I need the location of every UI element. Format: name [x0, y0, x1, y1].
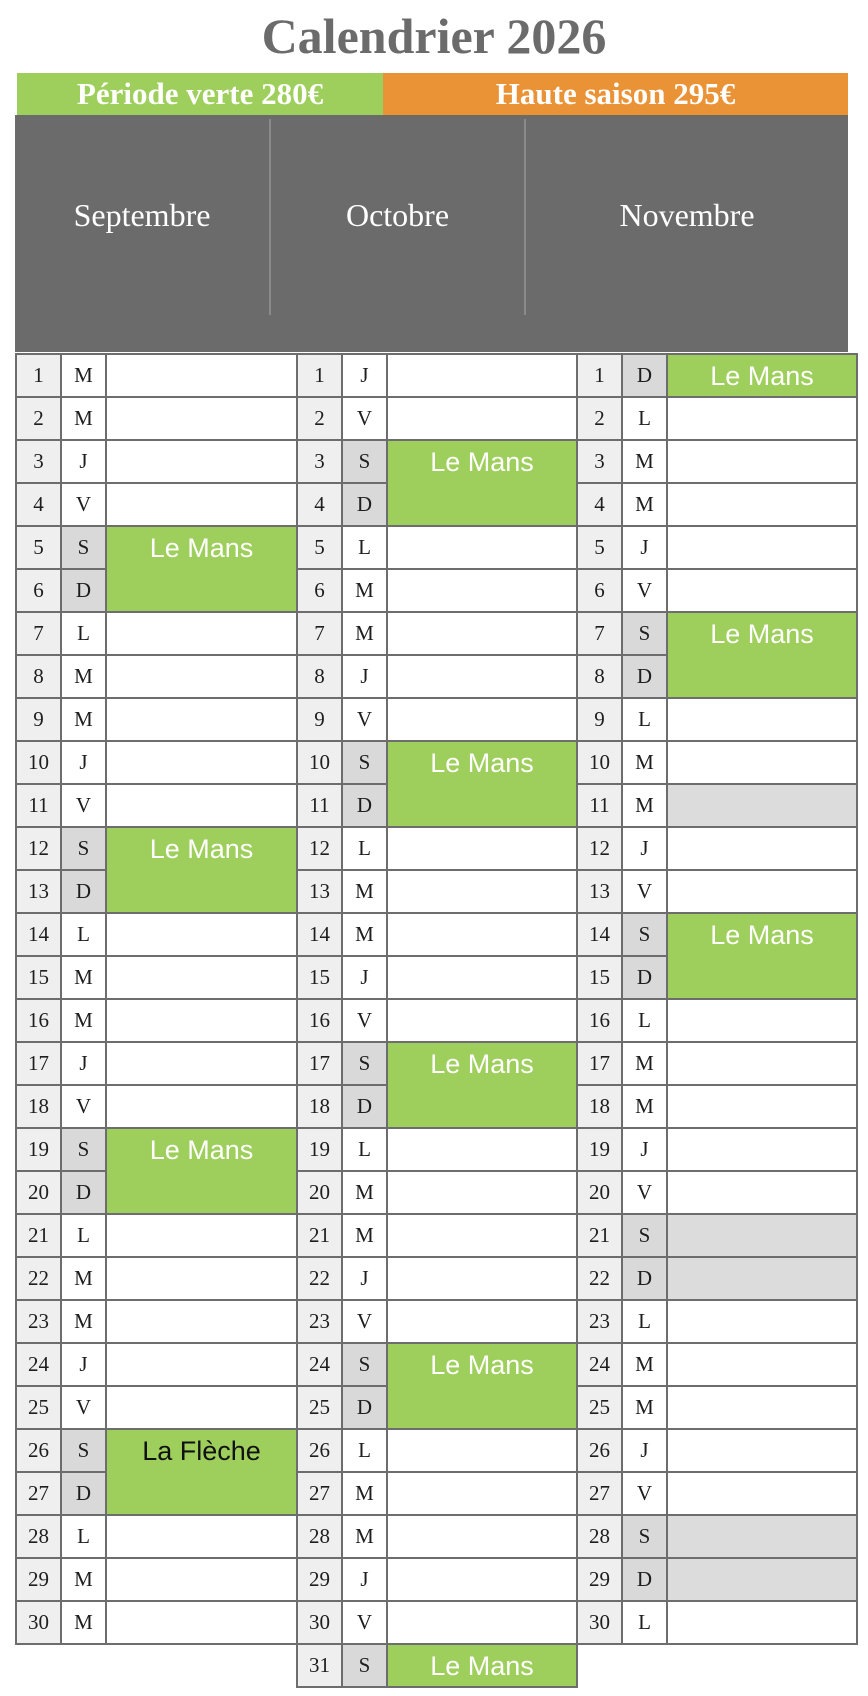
day-of-week-september: M — [60, 353, 107, 398]
day-of-week-november: L — [621, 396, 668, 441]
day-number-october: 24 — [296, 1342, 343, 1387]
day-number-september: 12 — [15, 826, 62, 871]
day-number-october: 28 — [296, 1514, 343, 1559]
day-number-october: 22 — [296, 1256, 343, 1301]
day-number-november: 4 — [576, 482, 623, 527]
day-number-september: 9 — [15, 697, 62, 742]
event-cell-empty[interactable] — [105, 697, 298, 742]
day-of-week-september: S — [60, 826, 107, 871]
event-cell-november[interactable] — [666, 1514, 858, 1559]
day-of-week-september: D — [60, 869, 107, 914]
event-cell-empty[interactable] — [666, 1170, 858, 1215]
day-number-november: 6 — [576, 568, 623, 613]
day-number-november: 23 — [576, 1299, 623, 1344]
event-cell-empty[interactable] — [386, 611, 578, 656]
event-cell-september[interactable]: Le Mans — [105, 1127, 298, 1215]
day-of-week-october: M — [341, 912, 388, 957]
day-number-september: 5 — [15, 525, 62, 570]
event-cell-empty[interactable] — [105, 1213, 298, 1258]
day-number-november: 5 — [576, 525, 623, 570]
day-number-september: 19 — [15, 1127, 62, 1172]
day-number-september: 15 — [15, 955, 62, 1000]
day-of-week-september: S — [60, 1127, 107, 1172]
day-of-week-november: D — [621, 955, 668, 1000]
day-number-november: 21 — [576, 1213, 623, 1258]
event-cell-empty[interactable] — [386, 912, 578, 957]
event-cell-empty[interactable] — [105, 1385, 298, 1430]
day-number-september: 3 — [15, 439, 62, 484]
day-of-week-october: V — [341, 1299, 388, 1344]
event-cell-empty[interactable] — [666, 1471, 858, 1516]
day-number-october: 2 — [296, 396, 343, 441]
day-number-october: 29 — [296, 1557, 343, 1602]
day-number-november: 10 — [576, 740, 623, 785]
event-cell-empty[interactable] — [666, 482, 858, 527]
event-cell-empty[interactable] — [386, 1256, 578, 1301]
day-number-november: 11 — [576, 783, 623, 828]
day-of-week-september: J — [60, 740, 107, 785]
event-cell-empty[interactable] — [666, 568, 858, 613]
day-of-week-october: J — [341, 654, 388, 699]
day-of-week-november: V — [621, 1471, 668, 1516]
event-cell-october[interactable]: Le Mans — [386, 1342, 578, 1430]
day-number-november: 28 — [576, 1514, 623, 1559]
day-of-week-september: S — [60, 525, 107, 570]
day-number-september: 28 — [15, 1514, 62, 1559]
day-number-october: 23 — [296, 1299, 343, 1344]
day-number-october: 25 — [296, 1385, 343, 1430]
day-of-week-november: D — [621, 1256, 668, 1301]
day-of-week-november: M — [621, 1342, 668, 1387]
day-number-october: 17 — [296, 1041, 343, 1086]
day-of-week-november: V — [621, 869, 668, 914]
day-of-week-september: D — [60, 1471, 107, 1516]
day-number-october: 21 — [296, 1213, 343, 1258]
event-cell-empty[interactable] — [105, 353, 298, 398]
day-number-september: 18 — [15, 1084, 62, 1129]
day-of-week-september: M — [60, 998, 107, 1043]
day-of-week-october: L — [341, 525, 388, 570]
event-cell-november[interactable] — [666, 1256, 858, 1301]
event-cell-empty[interactable] — [666, 1041, 858, 1086]
day-number-november: 13 — [576, 869, 623, 914]
event-cell-empty[interactable] — [666, 697, 858, 742]
event-cell-empty[interactable] — [666, 1342, 858, 1387]
event-cell-october[interactable]: Le Mans — [386, 1041, 578, 1129]
day-of-week-november: S — [621, 611, 668, 656]
event-cell-empty[interactable] — [105, 1299, 298, 1344]
event-cell-empty[interactable] — [666, 1428, 858, 1473]
day-of-week-october: L — [341, 1127, 388, 1172]
day-of-week-october: J — [341, 1256, 388, 1301]
event-cell-empty[interactable] — [105, 1514, 298, 1559]
day-number-november: 27 — [576, 1471, 623, 1516]
day-of-week-october: L — [341, 1428, 388, 1473]
event-cell-empty[interactable] — [386, 1127, 578, 1172]
day-of-week-october: M — [341, 1170, 388, 1215]
event-cell-empty[interactable] — [105, 439, 298, 484]
day-of-week-october: M — [341, 1471, 388, 1516]
day-number-september: 7 — [15, 611, 62, 656]
day-of-week-november: J — [621, 1428, 668, 1473]
event-cell-november[interactable] — [666, 1213, 858, 1258]
month-header-october: Octobre — [345, 197, 450, 233]
day-number-september: 26 — [15, 1428, 62, 1473]
event-cell-empty[interactable] — [386, 1299, 578, 1344]
event-cell-empty[interactable] — [105, 1342, 298, 1387]
day-of-week-november: D — [621, 1557, 668, 1602]
day-number-september: 13 — [15, 869, 62, 914]
page-title: Calendrier 2026 — [261, 8, 607, 64]
day-number-november: 1 — [576, 353, 623, 398]
day-number-september: 23 — [15, 1299, 62, 1344]
day-number-november: 3 — [576, 439, 623, 484]
day-number-november: 14 — [576, 912, 623, 957]
day-number-october: 14 — [296, 912, 343, 957]
day-number-november: 16 — [576, 998, 623, 1043]
day-of-week-october: V — [341, 998, 388, 1043]
event-cell-empty[interactable] — [105, 611, 298, 656]
event-cell-november[interactable] — [666, 1557, 858, 1602]
event-cell-empty[interactable] — [105, 1084, 298, 1129]
event-cell-empty[interactable] — [386, 869, 578, 914]
event-cell-empty[interactable] — [386, 1557, 578, 1602]
day-of-week-october: V — [341, 1600, 388, 1645]
day-number-november: 7 — [576, 611, 623, 656]
day-number-october: 31 — [296, 1643, 343, 1688]
day-of-week-october: D — [341, 783, 388, 828]
event-cell-empty[interactable] — [666, 1299, 858, 1344]
day-of-week-october: M — [341, 568, 388, 613]
day-number-october: 20 — [296, 1170, 343, 1215]
day-of-week-october: D — [341, 482, 388, 527]
day-of-week-september: L — [60, 912, 107, 957]
day-number-october: 6 — [296, 568, 343, 613]
day-of-week-september: L — [60, 1213, 107, 1258]
day-of-week-october: S — [341, 439, 388, 484]
day-of-week-november: M — [621, 1041, 668, 1086]
day-of-week-september: M — [60, 1557, 107, 1602]
day-of-week-november: M — [621, 439, 668, 484]
day-number-november: 19 — [576, 1127, 623, 1172]
day-of-week-november: V — [621, 1170, 668, 1215]
day-number-november: 29 — [576, 1557, 623, 1602]
day-number-october: 5 — [296, 525, 343, 570]
day-of-week-november: J — [621, 826, 668, 871]
day-number-september: 4 — [15, 482, 62, 527]
day-of-week-november: M — [621, 783, 668, 828]
day-of-week-september: M — [60, 396, 107, 441]
day-number-october: 1 — [296, 353, 343, 398]
event-cell-empty[interactable] — [105, 998, 298, 1043]
event-cell-empty[interactable] — [386, 1428, 578, 1473]
event-cell-october[interactable]: Le Mans — [386, 439, 578, 527]
day-number-september: 6 — [15, 568, 62, 613]
event-cell-empty[interactable] — [386, 998, 578, 1043]
day-number-october: 18 — [296, 1084, 343, 1129]
day-number-october: 8 — [296, 654, 343, 699]
day-number-october: 16 — [296, 998, 343, 1043]
event-cell-empty[interactable] — [666, 525, 858, 570]
day-of-week-october: S — [341, 1342, 388, 1387]
day-of-week-november: S — [621, 912, 668, 957]
day-of-week-september: L — [60, 611, 107, 656]
day-of-week-november: V — [621, 568, 668, 613]
day-of-week-november: L — [621, 998, 668, 1043]
event-cell-empty[interactable] — [105, 783, 298, 828]
event-cell-empty[interactable] — [386, 697, 578, 742]
event-cell-empty[interactable] — [386, 1514, 578, 1559]
day-of-week-october: M — [341, 611, 388, 656]
day-of-week-november: S — [621, 1213, 668, 1258]
day-of-week-november: M — [621, 1385, 668, 1430]
day-number-october: 13 — [296, 869, 343, 914]
event-cell-empty[interactable] — [666, 998, 858, 1043]
day-of-week-november: L — [621, 1600, 668, 1645]
day-of-week-october: S — [341, 740, 388, 785]
day-number-october: 4 — [296, 482, 343, 527]
day-number-september: 14 — [15, 912, 62, 957]
day-of-week-november: J — [621, 1127, 668, 1172]
day-number-november: 30 — [576, 1600, 623, 1645]
day-number-october: 30 — [296, 1600, 343, 1645]
month-header-november: Novembre — [619, 197, 755, 233]
day-number-november: 17 — [576, 1041, 623, 1086]
day-number-november: 25 — [576, 1385, 623, 1430]
day-of-week-november: D — [621, 654, 668, 699]
event-cell-empty[interactable] — [666, 1084, 858, 1129]
day-number-september: 17 — [15, 1041, 62, 1086]
day-of-week-november: M — [621, 482, 668, 527]
day-of-week-october: M — [341, 1514, 388, 1559]
event-cell-empty[interactable] — [386, 353, 578, 398]
day-of-week-october: S — [341, 1643, 388, 1688]
day-of-week-september: J — [60, 1041, 107, 1086]
day-number-october: 11 — [296, 783, 343, 828]
day-number-september: 29 — [15, 1557, 62, 1602]
day-of-week-october: L — [341, 826, 388, 871]
event-cell-empty[interactable] — [386, 525, 578, 570]
event-cell-empty[interactable] — [105, 912, 298, 957]
day-number-november: 22 — [576, 1256, 623, 1301]
day-number-september: 30 — [15, 1600, 62, 1645]
event-cell-september[interactable]: Le Mans — [105, 826, 298, 914]
day-number-october: 15 — [296, 955, 343, 1000]
day-number-october: 26 — [296, 1428, 343, 1473]
event-cell-empty[interactable] — [105, 482, 298, 527]
day-of-week-september: M — [60, 697, 107, 742]
high-season-band: Haute saison 295€ — [383, 73, 848, 115]
event-cell-empty[interactable] — [105, 654, 298, 699]
event-cell-empty[interactable] — [666, 1385, 858, 1430]
day-number-november: 2 — [576, 396, 623, 441]
day-number-november: 24 — [576, 1342, 623, 1387]
day-of-week-october: D — [341, 1385, 388, 1430]
event-cell-empty[interactable] — [666, 439, 858, 484]
day-number-september: 1 — [15, 353, 62, 398]
event-cell-empty[interactable] — [386, 955, 578, 1000]
day-of-week-november: L — [621, 697, 668, 742]
day-number-november: 8 — [576, 654, 623, 699]
event-cell-empty[interactable] — [105, 740, 298, 785]
day-of-week-october: M — [341, 869, 388, 914]
day-of-week-september: V — [60, 1385, 107, 1430]
event-cell-november[interactable] — [666, 783, 858, 828]
event-cell-empty[interactable] — [105, 955, 298, 1000]
event-cell-september[interactable]: Le Mans — [105, 525, 298, 613]
day-number-september: 27 — [15, 1471, 62, 1516]
event-cell-empty[interactable] — [666, 1127, 858, 1172]
event-cell-november[interactable]: Le Mans — [666, 353, 858, 398]
event-cell-empty[interactable] — [105, 1600, 298, 1645]
day-number-october: 9 — [296, 697, 343, 742]
day-of-week-september: M — [60, 654, 107, 699]
day-of-week-september: V — [60, 1084, 107, 1129]
day-number-november: 20 — [576, 1170, 623, 1215]
day-number-november: 26 — [576, 1428, 623, 1473]
day-number-september: 11 — [15, 783, 62, 828]
day-number-october: 7 — [296, 611, 343, 656]
day-number-october: 12 — [296, 826, 343, 871]
day-of-week-september: M — [60, 1299, 107, 1344]
day-number-october: 19 — [296, 1127, 343, 1172]
day-of-week-september: D — [60, 568, 107, 613]
event-cell-empty[interactable] — [386, 568, 578, 613]
day-number-september: 16 — [15, 998, 62, 1043]
event-cell-empty[interactable] — [666, 740, 858, 785]
day-number-november: 9 — [576, 697, 623, 742]
event-cell-empty[interactable] — [666, 869, 858, 914]
day-number-november: 12 — [576, 826, 623, 871]
day-number-september: 22 — [15, 1256, 62, 1301]
event-cell-empty[interactable] — [666, 1600, 858, 1645]
day-number-september: 2 — [15, 396, 62, 441]
day-of-week-september: V — [60, 783, 107, 828]
day-of-week-september: J — [60, 1342, 107, 1387]
day-of-week-november: M — [621, 740, 668, 785]
day-number-october: 27 — [296, 1471, 343, 1516]
day-of-week-october: S — [341, 1041, 388, 1086]
event-cell-empty[interactable] — [105, 1256, 298, 1301]
day-number-november: 18 — [576, 1084, 623, 1129]
event-cell-empty[interactable] — [105, 1041, 298, 1086]
day-number-october: 3 — [296, 439, 343, 484]
event-cell-empty[interactable] — [386, 1600, 578, 1645]
event-cell-empty[interactable] — [386, 1471, 578, 1516]
day-of-week-september: M — [60, 1600, 107, 1645]
event-cell-empty[interactable] — [386, 826, 578, 871]
event-cell-empty[interactable] — [386, 1213, 578, 1258]
event-cell-october[interactable]: Le Mans — [386, 740, 578, 828]
event-cell-empty[interactable] — [666, 396, 858, 441]
day-of-week-november: S — [621, 1514, 668, 1559]
day-of-week-september: V — [60, 482, 107, 527]
event-cell-empty[interactable] — [386, 1170, 578, 1215]
day-of-week-september: S — [60, 1428, 107, 1473]
day-number-october: 10 — [296, 740, 343, 785]
day-of-week-september: L — [60, 1514, 107, 1559]
day-of-week-november: D — [621, 353, 668, 398]
day-of-week-october: J — [341, 955, 388, 1000]
day-of-week-october: J — [341, 1557, 388, 1602]
day-of-week-november: J — [621, 525, 668, 570]
day-number-september: 20 — [15, 1170, 62, 1215]
day-of-week-september: J — [60, 439, 107, 484]
day-of-week-september: M — [60, 1256, 107, 1301]
event-cell-empty[interactable] — [666, 826, 858, 871]
day-of-week-november: M — [621, 1084, 668, 1129]
event-cell-october[interactable]: Le Mans — [386, 1643, 578, 1688]
event-cell-empty[interactable] — [386, 654, 578, 699]
event-cell-empty[interactable] — [105, 396, 298, 441]
day-of-week-october: J — [341, 353, 388, 398]
day-of-week-september: M — [60, 955, 107, 1000]
day-of-week-november: L — [621, 1299, 668, 1344]
day-of-week-october: V — [341, 697, 388, 742]
day-number-november: 15 — [576, 955, 623, 1000]
event-cell-november[interactable]: Le Mans — [666, 611, 858, 699]
event-cell-november[interactable]: Le Mans — [666, 912, 858, 1000]
event-cell-empty[interactable] — [105, 1557, 298, 1602]
day-of-week-september: D — [60, 1170, 107, 1215]
day-number-september: 8 — [15, 654, 62, 699]
day-number-september: 24 — [15, 1342, 62, 1387]
day-of-week-october: V — [341, 396, 388, 441]
day-of-week-october: M — [341, 1213, 388, 1258]
day-of-week-october: D — [341, 1084, 388, 1129]
green-period-band: Période verte 280€ — [17, 73, 383, 115]
day-number-september: 21 — [15, 1213, 62, 1258]
event-cell-empty[interactable] — [386, 396, 578, 441]
day-number-september: 25 — [15, 1385, 62, 1430]
month-header-september: Septembre — [73, 197, 211, 233]
event-cell-september[interactable]: La Flèche — [105, 1428, 298, 1516]
day-number-september: 10 — [15, 740, 62, 785]
